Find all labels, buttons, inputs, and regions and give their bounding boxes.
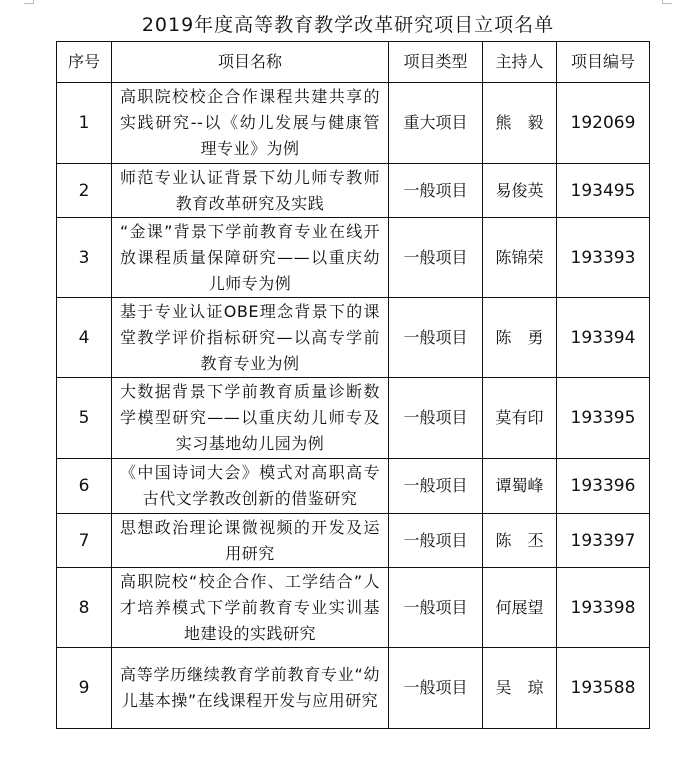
table-row: [57, 298, 650, 378]
project-leader: 何展望: [483, 568, 557, 648]
project-type: 一般项目: [389, 164, 483, 218]
table-header-row: [57, 42, 650, 83]
table-row: [57, 378, 650, 459]
row-number: 3: [57, 218, 112, 298]
project-code: 193398: [557, 568, 650, 648]
table-row: [57, 568, 650, 648]
project-type: 一般项目: [389, 514, 483, 568]
project-name: 思想政治理论课微视频的开发及运用研究: [112, 514, 389, 568]
header-leader: 主持人: [483, 42, 557, 83]
project-leader: 熊 毅: [483, 83, 557, 164]
row-number: 2: [57, 164, 112, 218]
project-code: 193495: [557, 164, 650, 218]
project-code: 193393: [557, 218, 650, 298]
project-code: 193394: [557, 298, 650, 378]
project-code: 193395: [557, 378, 650, 459]
project-leader: 吴 琼: [483, 648, 557, 729]
table-row: [57, 218, 650, 298]
project-leader: 易俊英: [483, 164, 557, 218]
project-leader: 陈 勇: [483, 298, 557, 378]
table-row: [57, 164, 650, 218]
table-row: [57, 83, 650, 164]
project-name: 高等学历继续教育学前教育专业“幼儿基本操”在线课程开发与应用研究: [112, 648, 389, 729]
project-leader: 莫有印: [483, 378, 557, 459]
row-number: 6: [57, 459, 112, 514]
project-code: 193588: [557, 648, 650, 729]
project-code: 192069: [557, 83, 650, 164]
project-name: 大数据背景下学前教育质量诊断数学模型研究——以重庆幼儿师专及实习基地幼儿园为例: [112, 378, 389, 459]
project-leader: 谭蜀峰: [483, 459, 557, 514]
row-number: 8: [57, 568, 112, 648]
project-table: [56, 41, 650, 729]
project-type: 一般项目: [389, 218, 483, 298]
header-type: 项目类型: [389, 42, 483, 83]
header-no: 序号: [57, 42, 112, 83]
table-row: [57, 648, 650, 729]
project-name: “金课”背景下学前教育专业在线开放课程质量保障研究——以重庆幼儿师专为例: [112, 218, 389, 298]
page-corner-mark-left-h: [24, 3, 34, 4]
project-type: 一般项目: [389, 648, 483, 729]
project-type: 一般项目: [389, 459, 483, 514]
header-code: 项目编号: [557, 42, 650, 83]
project-type: 一般项目: [389, 568, 483, 648]
row-number: 5: [57, 378, 112, 459]
row-number: 7: [57, 514, 112, 568]
project-type: 一般项目: [389, 378, 483, 459]
table-row: [57, 459, 650, 514]
project-type: 重大项目: [389, 83, 483, 164]
project-code: 193396: [557, 459, 650, 514]
project-name: 师范专业认证背景下幼儿师专教师教育改革研究及实践: [112, 164, 389, 218]
table-row: [57, 514, 650, 568]
project-leader: 陈 丕: [483, 514, 557, 568]
project-name: 基于专业认证OBE理念背景下的课堂教学评价指标研究—以高专学前教育专业为例: [112, 298, 389, 378]
row-number: 9: [57, 648, 112, 729]
project-name: 《中国诗词大会》模式对高职高专古代文学教改创新的借鉴研究: [112, 459, 389, 514]
project-type: 一般项目: [389, 298, 483, 378]
document-title: 2019年度高等教育教学改革研究项目立项名单: [141, 14, 555, 36]
row-number: 1: [57, 83, 112, 164]
project-name: 高职院校“校企合作、工学结合”人才培养模式下学前教育专业实训基地建设的实践研究: [112, 568, 389, 648]
project-leader: 陈锦荣: [483, 218, 557, 298]
row-number: 4: [57, 298, 112, 378]
header-name: 项目名称: [112, 42, 389, 83]
project-code: 193397: [557, 514, 650, 568]
project-name: 高职院校校企合作课程共建共享的实践研究--以《幼儿发展与健康管理专业》为例: [112, 83, 389, 164]
page-corner-mark-right-h: [662, 3, 672, 4]
